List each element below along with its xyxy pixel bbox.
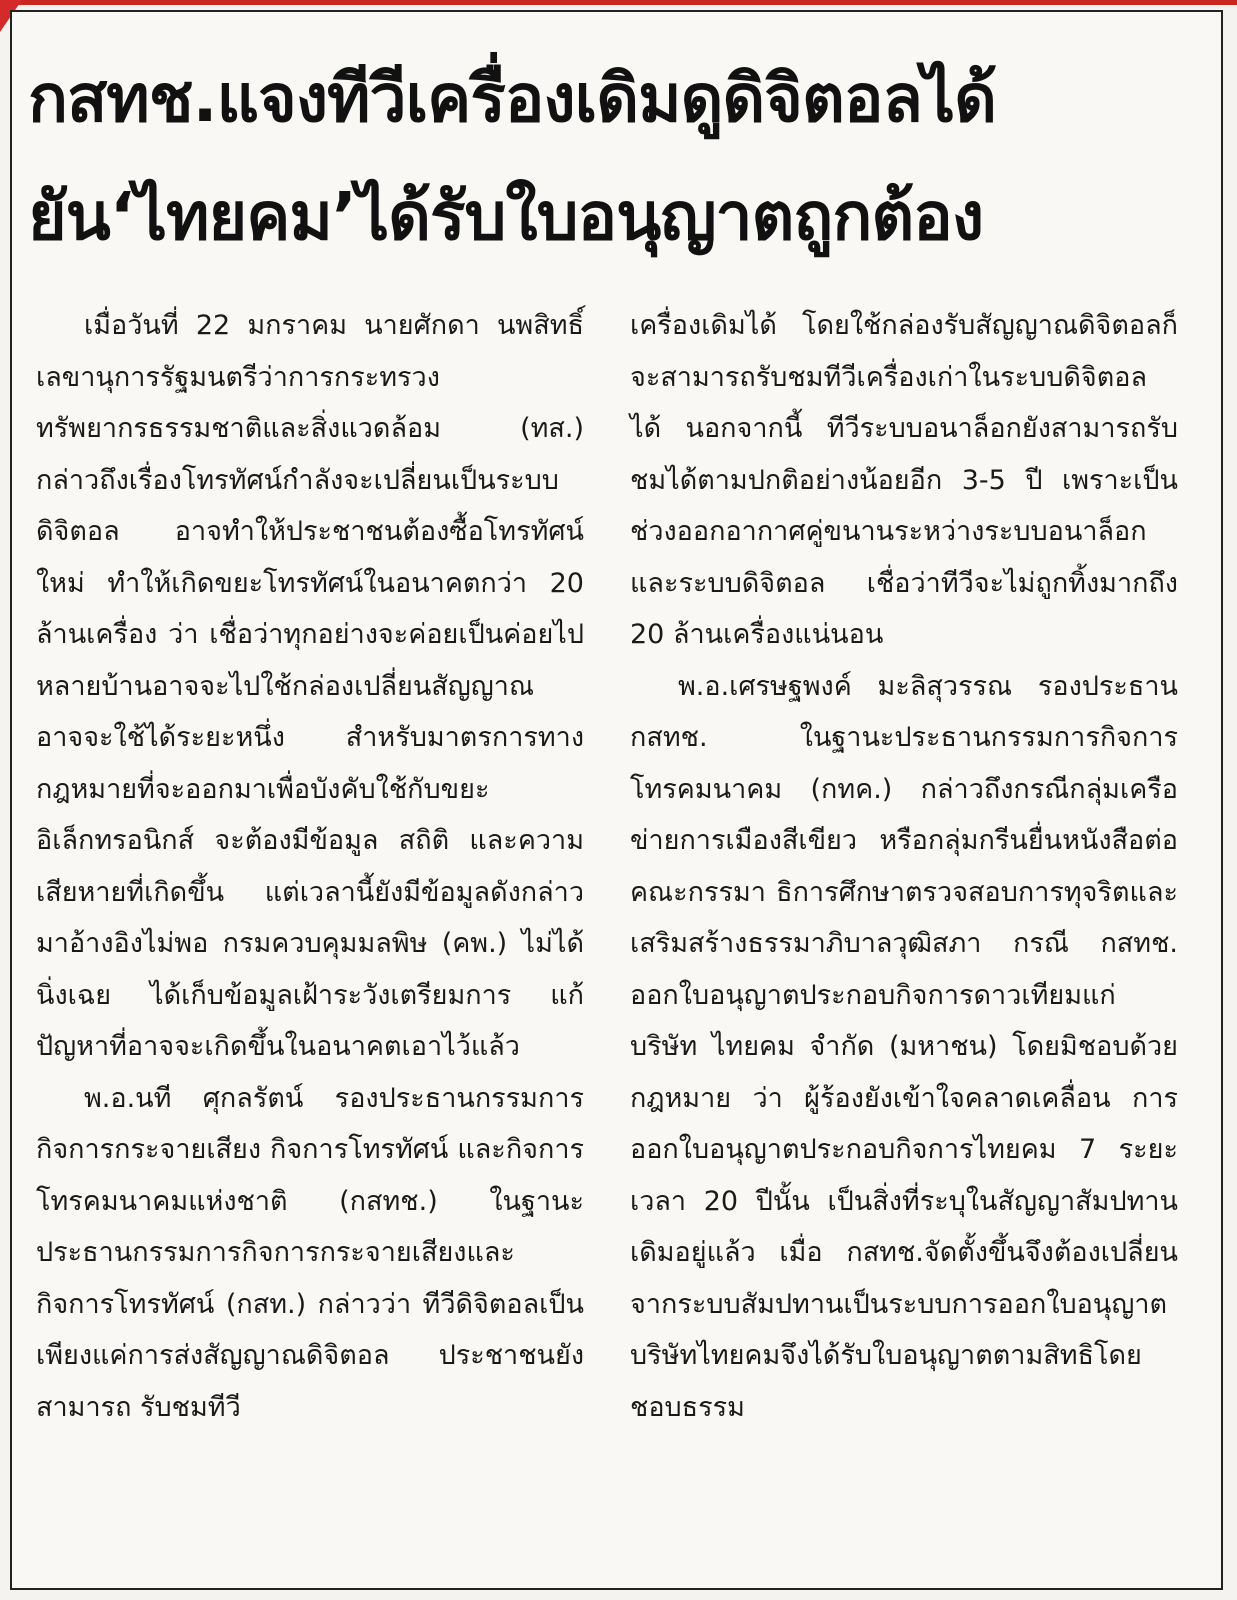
article-column-right	[630, 300, 1178, 1433]
paragraph-left-1: เมื่อวันที่ 22 มกราคม นายศักดา นพสิทธิ์ เลขานุการรัฐมนตรีว่าการกระทรวงทรัพยากรธรรมชาติและสิ่งแวดล้อม (ทส.) กล่าวถึงเรื่องโทรทัศน์กำลังจะเปลี่ยนเป็นระบบดิจิตอล อาจทำให้ประชาชนต้องซื้อโทรทัศน์ใหม่ ทำให้เกิดขยะโทรทัศน์ในอนาคตกว่า 20 ล้านเครื่อง ว่า เชื่อว่าทุกอย่างจะค่อยเป็นค่อยไป หลายบ้านอาจจะไปใช้กล่องเปลี่ยนสัญญาณ อาจจะใช้ได้ระยะหนึ่ง สำหรับมาตรการทางกฎหมายที่จะออกมาเพื่อบังคับใช้กับขยะอิเล็กทรอนิกส์ จะต้องมีข้อมูล สถิติ และความเสียหายที่เกิดขึ้น แต่เวลานี้ยังมีข้อมูลดังกล่าวมาอ้างอิงไม่พอ กรมควบคุมมลพิษ (คพ.) ไม่ได้นิ่งเฉย ได้เก็บข้อมูลเฝ้าระวังเตรียมการ แก้ปัญหาที่อาจจะเกิดขึ้นในอนาคตเอาไว้แล้ว	[36, 310, 584, 1062]
paragraph-left-2: พ.อ.นที ศุกลรัตน์ รองประธานกรรมการกิจการกระจายเสียง กิจการโทรทัศน์ และกิจการโทรคมนาคมแห่งชาติ (กสทช.) ในฐานะประธานกรรมการกิจการกระจายเสียงและกิจการโทรทัศน์ (กสท.) กล่าวว่า ทีวีดิจิตอลเป็นเพียงแค่การส่งสัญญาณดิจิตอล ประชาชนยังสามารถ รับชมทีวี	[36, 1082, 584, 1423]
top-red-rule	[0, 0, 1237, 5]
paragraph-right-1: เครื่องเดิมได้ โดยใช้กล่องรับสัญญาณดิจิตอลก็จะสามารถรับชมทีวีเครื่องเก่าในระบบดิจิตอลได้ นอกจากนี้ ทีวีระบบอนาล็อกยังสามารถรับชมได้ตามปกติอย่างน้อยอีก 3-5 ปี เพราะเป็นช่วงออกอากาศคู่ขนานระหว่างระบบอนาล็อกและระบบดิจิตอล เชื่อว่าทีวีจะไม่ถูกทิ้งมากถึง 20 ล้านเครื่องแน่นอน	[630, 310, 1178, 650]
paragraph-right-2: พ.อ.เศรษฐพงค์ มะลิสุวรรณ รองประธาน กสทช. ในฐานะประธานกรรมการกิจการโทรคมนาคม (กทค.) กล่าวถึงกรณีกลุ่มเครือข่ายการเมืองสีเขียว หรือกลุ่มกรีนยื่นหนังสือต่อคณะกรรมา ธิการศึกษาตรวจสอบการทุจริตและเสริมสร้างธรรมาภิบาลวุฒิสภา กรณี กสทช. ออกใบอนุญาตประกอบกิจการดาวเทียมแก่บริษัท ไทยคม จำกัด (มหาชน) โดยมิชอบด้วยกฎหมาย ว่า ผู้ร้องยังเข้าใจคลาดเคลื่อน การออกใบอนุญาตประกอบกิจการไทยคม 7 ระยะเวลา 20 ปีนั้น เป็นสิ่งที่ระบุในสัญญาสัมปทานเดิมอยู่แล้ว เมื่อ กสทช.จัดตั้งขึ้นจึงต้องเปลี่ยนจากระบบสัมปทานเป็นระบบการออกใบอนุญาต บริษัทไทยคมจึงได้รับใบอนุญาตตามสิทธิโดยชอบธรรม	[630, 670, 1178, 1423]
headline-line-2: ยัน‘ไทยคม’ได้รับใบอนุญาตถูกต้อง	[28, 178, 984, 255]
article-headline	[28, 40, 1208, 276]
article-column-left	[36, 300, 584, 1433]
headline-line-1: กสทช.แจงทีวีเครื่องเดิมดูดิจิตอลได้	[28, 60, 996, 137]
